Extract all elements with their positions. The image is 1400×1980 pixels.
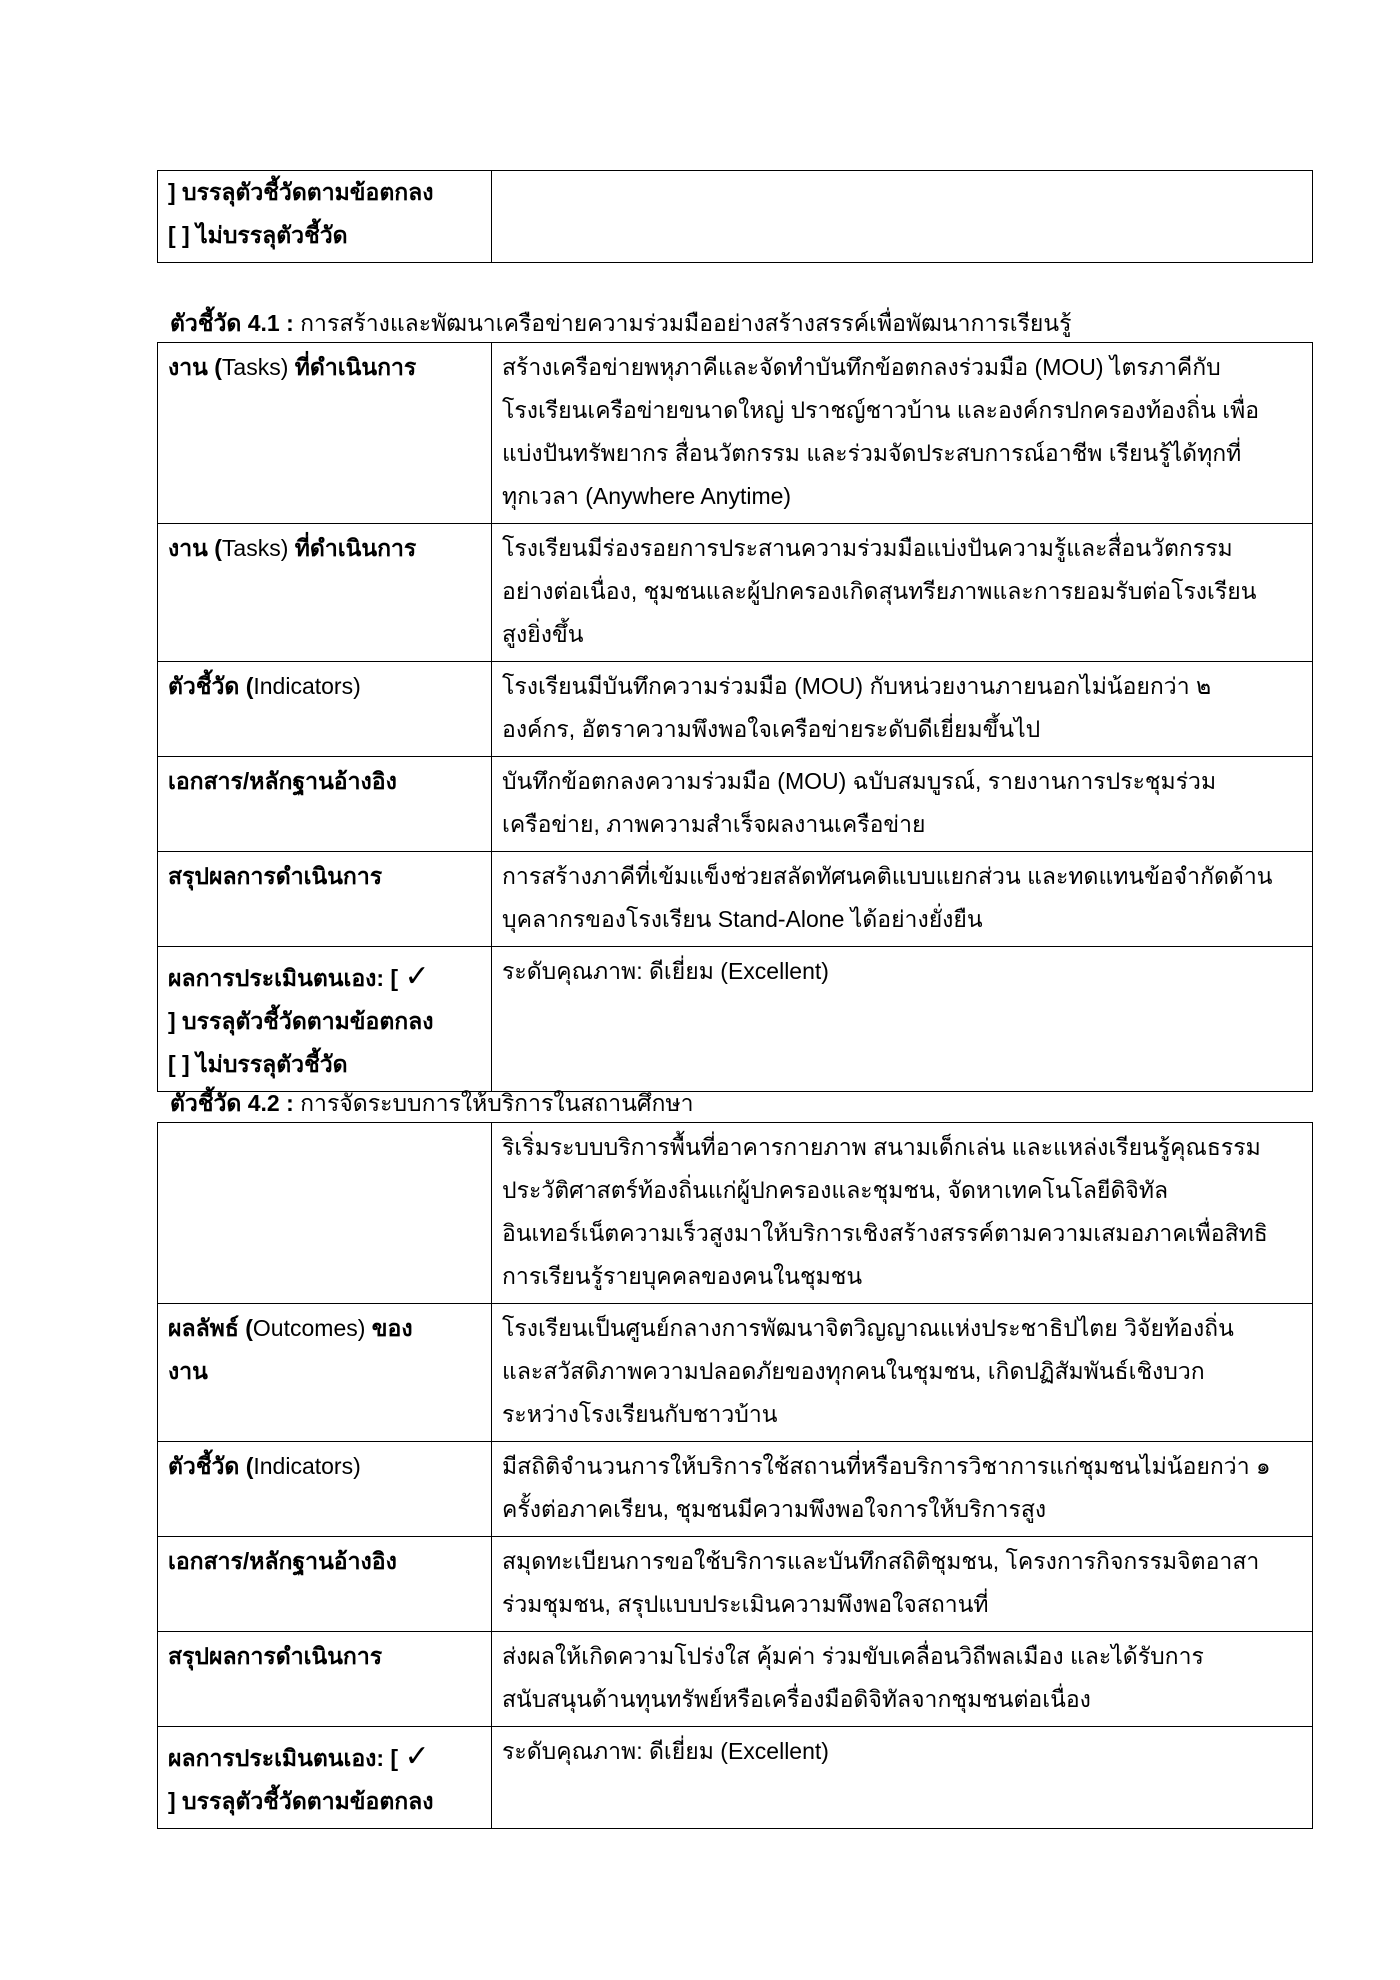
indicator-title: การสร้างและพัฒนาเครือข่ายความร่วมมืออย่างสร้างสรรค์เพื่อพัฒนาการเรียนรู้ <box>293 310 1072 336</box>
row-label: ตัวชี้วัด (Indicators) <box>158 1442 492 1537</box>
indicator-title: การจัดระบบการให้บริการในสถานศึกษา <box>293 1090 694 1116</box>
row-value: โรงเรียนเป็นศูนย์กลางการพัฒนาจิตวิญญาณแห่งประชาธิปไตย วิจัยท้องถิ่น และสวัสดิภาพความปลอดภัยของทุกคนในชุมชน, เกิดปฏิสัมพันธ์เชิงบวก ระหว่างโรงเรียนกับชาวบ้าน <box>492 1304 1313 1442</box>
checkmark-icon: ✓ <box>404 1740 430 1773</box>
table-row <box>158 662 1313 757</box>
table-row <box>158 1123 1313 1304</box>
self-assessment-label: ผลการประเมินตนเอง: [ <box>168 965 399 991</box>
indicator-caption <box>170 306 1072 340</box>
indicator-number: ตัวชี้วัด 4.1 : <box>170 310 294 336</box>
not-achieved-option: [ ] ไม่บรรลุตัวชี้วัด <box>168 1051 348 1077</box>
row-label: เอกสาร/หลักฐานอ้างอิง <box>158 757 492 852</box>
row-label: ตัวชี้วัด (Indicators) <box>158 662 492 757</box>
table-row <box>158 1727 1313 1829</box>
indicator-table-4-2 <box>157 1122 1313 1829</box>
table-row <box>158 1442 1313 1537</box>
row-value: สร้างเครือข่ายพหุภาคีและจัดทำบันทึกข้อตกลงร่วมมือ (MOU) ไตรภาคีกับ โรงเรียนเครือข่ายขนาดใหญ่ ปราชญ์ชาวบ้าน และองค์กรปกครองท้องถิ่น เพื่อ แบ่งปันทรัพยากร สื่อนวัตกรรม และร่วมจัดประสบการณ์อาชีพ เรียนรู้ได้ทุกที่ ทุกเวลา (Anywhere Anytime) <box>492 343 1313 524</box>
quality-level: ระดับคุณภาพ: ดีเยี่ยม (Excellent) <box>492 1727 1313 1829</box>
achieved-option: ] บรรลุตัวชี้วัดตามข้อตกลง <box>168 179 434 205</box>
table-row <box>158 524 1313 662</box>
table-row <box>158 1304 1313 1442</box>
achieved-option: ] บรรลุตัวชี้วัดตามข้อตกลง <box>168 1008 434 1034</box>
row-label: สรุปผลการดำเนินการ <box>158 1632 492 1727</box>
table-row <box>158 947 1313 1092</box>
table-row <box>158 757 1313 852</box>
table-row <box>158 343 1313 524</box>
row-label: ผลลัพธ์ (Outcomes) ของ งาน <box>158 1304 492 1442</box>
row-label: งาน (Tasks) ที่ดำเนินการ <box>158 524 492 662</box>
achieved-option: ] บรรลุตัวชี้วัดตามข้อตกลง <box>168 1788 434 1814</box>
row-label: งาน (Tasks) ที่ดำเนินการ <box>158 343 492 524</box>
table-row <box>158 1537 1313 1632</box>
row-value: โรงเรียนมีบันทึกความร่วมมือ (MOU) กับหน่วยงานภายนอกไม่น้อยกว่า ๒ องค์กร, อัตราความพึงพอใจเครือข่ายระดับดีเยี่ยมขึ้นไป <box>492 662 1313 757</box>
indicator-table-4-1 <box>157 342 1313 1092</box>
row-value: บันทึกข้อตกลงความร่วมมือ (MOU) ฉบับสมบูรณ์, รายงานการประชุมร่วม เครือข่าย, ภาพความสำเร็จผลงานเครือข่าย <box>492 757 1313 852</box>
quality-level: ระดับคุณภาพ: ดีเยี่ยม (Excellent) <box>492 947 1313 1092</box>
table-row <box>158 852 1313 947</box>
row-value: ริเริ่มระบบบริการพื้นที่อาคารกายภาพ สนามเด็กเล่น และแหล่งเรียนรู้คุณธรรม ประวัติศาสตร์ท้องถิ่นแก่ผู้ปกครองและชุมชน, จัดหาเทคโนโลยีดิจิทัล อินเทอร์เน็ตความเร็วสูงมาให้บริการเชิงสร้างสรรค์ตามความเสมอภาคเพื่อสิทธิ การเรียนรู้รายบุคคลของคนในชุมชน <box>492 1123 1313 1304</box>
row-label: เอกสาร/หลักฐานอ้างอิง <box>158 1537 492 1632</box>
row-value: การสร้างภาคีที่เข้มแข็งช่วยสลัดทัศนคติแบบแยกส่วน และทดแทนข้อจำกัดด้าน บุคลากรของโรงเรียน Stand-Alone ได้อย่างยั่งยืน <box>492 852 1313 947</box>
assessment-result-cell <box>158 171 492 263</box>
not-achieved-option: [ ] ไม่บรรลุตัวชี้วัด <box>168 222 348 248</box>
indicator-caption <box>170 1086 694 1120</box>
row-label <box>158 1123 492 1304</box>
self-assessment-cell <box>158 947 492 1092</box>
row-value: ส่งผลให้เกิดความโปร่งใส คุ้มค่า ร่วมขับเคลื่อนวิถีพลเมือง และได้รับการ สนับสนุนด้านทุนทรัพย์หรือเครื่องมือดิจิทัลจากชุมชนต่อเนื่อง <box>492 1632 1313 1727</box>
table-row <box>158 171 1313 263</box>
row-value: มีสถิติจำนวนการให้บริการใช้สถานที่หรือบริการวิชาการแก่ชุมชนไม่น้อยกว่า ๑ ครั้งต่อภาคเรียน, ชุมชนมีความพึงพอใจการให้บริการสูง <box>492 1442 1313 1537</box>
empty-value-cell <box>492 171 1313 263</box>
row-label: สรุปผลการดำเนินการ <box>158 852 492 947</box>
row-value: สมุดทะเบียนการขอใช้บริการและบันทึกสถิติชุมชน, โครงการกิจกรรมจิตอาสา ร่วมชุมชน, สรุปแบบประเมินความพึงพอใจสถานที่ <box>492 1537 1313 1632</box>
row-value: โรงเรียนมีร่องรอยการประสานความร่วมมือแบ่งปันความรู้และสื่อนวัตกรรม อย่างต่อเนื่อง, ชุมชนและผู้ปกครองเกิดสุนทรียภาพและการยอมรับต่อโรงเรียน สูงยิ่งขึ้น <box>492 524 1313 662</box>
checkmark-icon: ✓ <box>404 960 430 993</box>
self-assessment-cell <box>158 1727 492 1829</box>
top-partial-table <box>157 170 1313 263</box>
indicator-number: ตัวชี้วัด 4.2 : <box>170 1090 294 1116</box>
self-assessment-label: ผลการประเมินตนเอง: [ <box>168 1745 399 1771</box>
table-row <box>158 1632 1313 1727</box>
